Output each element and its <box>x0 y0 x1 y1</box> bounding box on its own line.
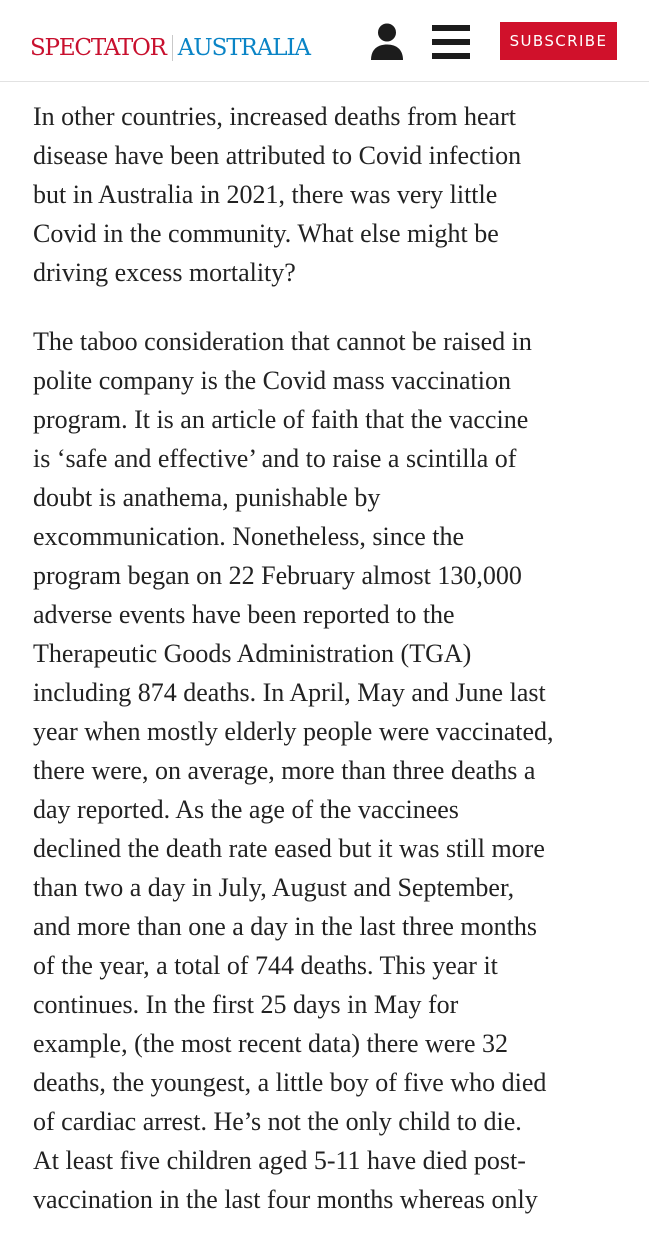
paragraph-line: Covid in the community. What else might be <box>33 219 499 248</box>
paragraph-line: At least five children aged 5-11 have died post- <box>33 1146 526 1175</box>
paragraph-line: there were, on average, more than three deaths a <box>33 756 536 785</box>
paragraph-line: program began on 22 February almost 130,000 <box>33 561 522 590</box>
paragraph-line: deaths, the youngest, a little boy of five who died <box>33 1068 547 1097</box>
paragraph-line: Therapeutic Goods Administration (TGA) <box>33 639 472 668</box>
paragraph-line: example, (the most recent data) there were 32 <box>33 1029 508 1058</box>
paragraph-line: of cardiac arrest. He’s not the only child to die. <box>33 1107 522 1136</box>
logo-australia: AUSTRALIA <box>177 35 310 61</box>
paragraph-line: and more than one a day in the last three months <box>33 912 537 941</box>
site-logo[interactable] <box>30 31 310 65</box>
paragraph-line: than two a day in July, August and September, <box>33 873 515 902</box>
paragraph-line: doubt is anathema, punishable by <box>33 483 381 512</box>
person-icon <box>366 22 408 62</box>
article-paragraph <box>33 97 633 292</box>
paragraph-line: is ‘safe and effective’ and to raise a scintilla of <box>33 444 517 473</box>
article-body <box>33 97 633 1249</box>
paragraph-line: program. It is an article of faith that the vaccine <box>33 405 529 434</box>
paragraph-line: The taboo consideration that cannot be raised in <box>33 327 532 356</box>
logo-spectator: SPECTATOR <box>30 35 166 61</box>
paragraph-line: declined the death rate eased but it was still more <box>33 834 545 863</box>
paragraph-line: polite company is the Covid mass vaccination <box>33 366 512 395</box>
article-paragraph <box>33 322 633 1219</box>
paragraph-line: continues. In the first 25 days in May for <box>33 990 459 1019</box>
paragraph-line: including 874 deaths. In April, May and June last <box>33 678 546 707</box>
paragraph-line: disease have been attributed to Covid infection <box>33 141 522 170</box>
paragraph-line: vaccination in the last four months whereas only <box>33 1185 538 1214</box>
paragraph-line: year when mostly elderly people were vaccinated, <box>33 717 554 746</box>
paragraph-line: In other countries, increased deaths from heart <box>33 102 516 131</box>
paragraph-line: day reported. As the age of the vaccinees <box>33 795 459 824</box>
menu-button[interactable] <box>430 24 472 60</box>
paragraph-line: excommunication. Nonetheless, since the <box>33 522 465 551</box>
paragraph-line: of the year, a total of 744 deaths. This year it <box>33 951 498 980</box>
account-button[interactable] <box>366 22 408 62</box>
logo-divider <box>172 35 173 61</box>
subscribe-button[interactable]: SUBSCRIBE <box>500 22 617 60</box>
site-header <box>0 0 649 82</box>
paragraph-line: adverse events have been reported to the <box>33 600 455 629</box>
paragraph-line: but in Australia in 2021, there was very little <box>33 180 498 209</box>
hamburger-menu-icon <box>430 24 472 60</box>
paragraph-line: driving excess mortality? <box>33 258 296 287</box>
